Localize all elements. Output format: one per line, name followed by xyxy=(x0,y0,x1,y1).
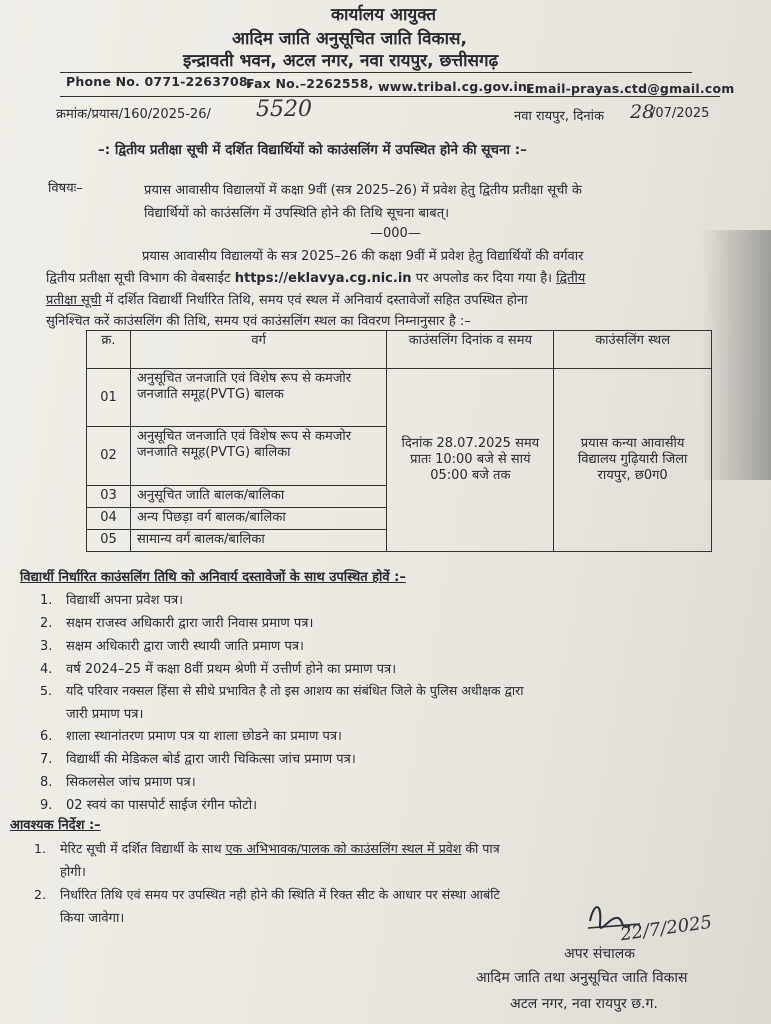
email: Email-prayas.ctd@gmail.com xyxy=(526,81,735,96)
body-line-2b: पर अपलोड कर दिया गया है। xyxy=(415,271,553,286)
note-item: 2. निर्धारित तिथि एवं समय पर उपस्थित नही होने की स्थिति में रिक्त सीट के आधार पर संस्था आबंटि xyxy=(34,887,500,902)
signature-date: 22/7/2025 xyxy=(618,911,714,946)
notice-title: –: द्वितीय प्रतीक्षा सूची में दर्शित विद्यार्थियों को काउंसलिंग में उपस्थित होने की सूचना :– xyxy=(98,142,527,158)
note-item-continued: किया जावेगा। xyxy=(60,911,125,926)
subject-line-1: प्रयास आवासीय विद्यालयों में कक्षा 9वीं (सत्र 2025–26) में प्रवेश हेतु द्वितीय प्रतीक्षा सूची के xyxy=(144,183,582,198)
signatory-org: आदिम जाति तथा अनुसूचित जाति विकास xyxy=(476,970,688,986)
list-item: 1. विद्यार्थी अपना प्रवेश पत्र। xyxy=(40,593,184,608)
counselling-datetime: दिनांक 28.07.2025 समय प्रातः 10:00 बजे से सायं 05:00 बजे तक xyxy=(387,369,554,552)
body-line-2c: द्वितीय xyxy=(556,271,586,286)
list-item: 8. सिकलसेल जांच प्रमाण पत्र। xyxy=(40,775,196,790)
list-item: 6. शाला स्थानांतरण प्रमाण पत्र या शाला छोडने का प्रमाण पत्र। xyxy=(40,729,342,744)
table-row-no: 04 xyxy=(87,507,131,529)
separator: —000— xyxy=(370,226,421,241)
reference-number: क्रमांक/प्रयास/160/2025-26/ xyxy=(56,107,211,122)
header-rule-bottom xyxy=(60,96,720,97)
date-rest: /07/2025 xyxy=(651,106,710,121)
list-item: 7. विद्यार्थी की मेडिकल बोर्ड द्वारा जारी चिकित्सा जांच प्रमाण पत्र। xyxy=(40,752,356,767)
phone-number: Phone No. 0771-2263708, xyxy=(66,74,253,89)
notes-heading: आवश्यक निर्देश :– xyxy=(10,818,101,833)
table-row-no: 01 xyxy=(87,369,131,427)
table-header-sno: क्र. xyxy=(87,331,131,369)
handwritten-date-day: 28 xyxy=(630,101,655,123)
subject-line-2: विद्यार्थियों को काउंसलिंग में उपस्थिति होने की तिथि सूचना बाबत्। xyxy=(144,206,450,221)
date-prefix: नवा रायपुर, दिनांक xyxy=(514,109,604,124)
note-item: 1. मेरिट सूची में दर्शित विद्यार्थी के साथ एक अभिभावक/पालक को काउंसलिंग स्थल में प्रवेश की पात्र xyxy=(34,841,500,856)
note-item-continued: होगी। xyxy=(60,865,86,880)
body-line-3a: प्रतीक्षा सूची xyxy=(46,293,102,308)
table-row-category: अनुसूचित जनजाति एवं विशेष रूप से कमजोर जनजाति समूह(PVTG) बालक xyxy=(130,369,387,427)
body-line-3b: में दर्शित विद्यार्थी निर्धारित तिथि, समय एवं स्थल में अनिवार्य दस्तावेजों सहित उपस्थित होना xyxy=(105,293,528,308)
office-title: कार्यालय आयुक्त xyxy=(331,5,437,25)
list-item: 2. सक्षम राजस्व अधिकारी द्वारा जारी निवास प्रमाण पत्र। xyxy=(40,616,314,631)
table-row-no: 02 xyxy=(87,427,131,485)
counselling-table xyxy=(86,330,712,552)
list-item-continued: जारी प्रमाण पत्र। xyxy=(66,707,144,722)
signatory-address: अटल नगर, नवा रायपुर छ.ग. xyxy=(510,996,658,1012)
table-row-category: अनुसूचित जनजाति एवं विशेष रूप से कमजोर जनजाति समूह(PVTG) बालिका xyxy=(130,427,387,485)
documents-heading: विद्यार्थी निर्धारित काउंसलिंग तिथि को अनिवार्य दस्तावेजों के साथ उपस्थित होवें :– xyxy=(20,570,406,585)
list-item: 9. 02 स्वयं का पासपोर्ट साईज रंगीन फोटो। xyxy=(40,798,257,813)
table-header-category: वर्ग xyxy=(130,331,387,369)
office-address: इन्द्रावती भवन, अटल नगर, नवा रायपुर, छत्तीसगढ़ xyxy=(183,51,499,71)
subject-label: विषयः– xyxy=(48,181,83,196)
table-row-category: अन्य पिछड़ा वर्ग बालक/बालिका xyxy=(130,507,387,529)
list-item: 4. वर्ष 2024–25 में कक्षा 8वीं प्रथम श्रेणी में उत्तीर्ण होने का प्रमाण पत्र। xyxy=(40,662,397,677)
table-header-datetime: काउंसलिंग दिनांक व समय xyxy=(387,331,554,369)
table-row-category: अनुसूचित जाति बालक/बालिका xyxy=(130,485,387,507)
body-line-4: सुनिश्चित करें काउंसलिंग की तिथि, समय एवं काउंसलिंग स्थल का विवरण निम्नानुसार है :– xyxy=(46,314,471,329)
list-item: 5. यदि परिवार नक्सल हिंसा से सीधे प्रभावित है तो इस आशय का संबंधित जिले के पुलिस अधीक्षक द्वारा xyxy=(40,683,524,698)
table-row-no: 05 xyxy=(87,529,131,551)
body-line-2a: द्वितीय प्रतीक्षा सूची विभाग की वेबसाईट xyxy=(46,271,231,286)
body-line-1: प्रयास आवासीय विद्यालयों के सत्र 2025–26 की कक्षा 9वीं में प्रवेश हेतु विद्यार्थियों की वर्गवार xyxy=(142,249,584,264)
table-header-venue: काउंसलिंग स्थल xyxy=(554,331,712,369)
table-row-category: सामान्य वर्ग बालक/बालिका xyxy=(130,529,387,551)
table-row-no: 03 xyxy=(87,485,131,507)
list-item: 3. सक्षम अधिकारी द्वारा जारी स्थायी जाति प्रमाण पत्र। xyxy=(40,639,304,654)
signatory-designation: अपर संचालक xyxy=(564,946,636,962)
website: www.tribal.cg.gov.in, xyxy=(378,79,533,94)
header-rule-top xyxy=(60,72,692,73)
counselling-venue: प्रयास कन्या आवासीय विद्यालय गुढ़ियारी जिला रायपुर, छ0ग0 xyxy=(554,369,712,552)
website-url: https://eklavya.cg.nic.in xyxy=(234,271,412,286)
handwritten-ref-number: 5520 xyxy=(256,97,312,122)
fax-number: Fax No.–2262558, xyxy=(246,76,374,91)
department-name: आदिम जाति अनुसूचित जाति विकास, xyxy=(232,29,467,49)
